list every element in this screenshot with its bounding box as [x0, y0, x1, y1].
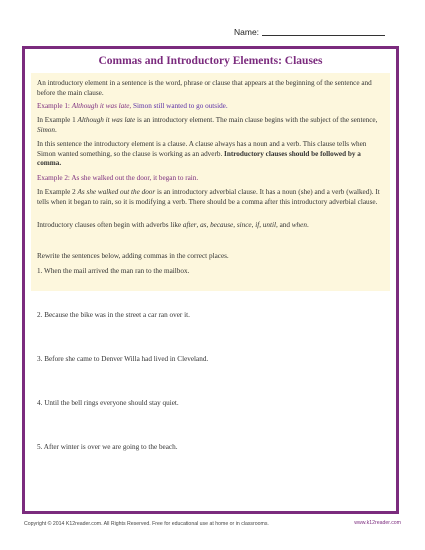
name-label: Name: — [234, 27, 260, 37]
question-2: 2. Because the bike was in the street a car ran over it. — [37, 311, 190, 319]
question-3: 3. Before she came to Denver Willa had lived in Cleveland. — [37, 355, 209, 363]
worksheet-title: Commas and Introductory Elements: Clauses — [98, 55, 323, 67]
example-1-explanation: In Example 1 Although it was late is an introductory element. The main clause begins with the subject of the sentence, Simon. — [37, 116, 378, 134]
instructions: Rewrite the sentences below, adding commas in the correct places. — [37, 252, 229, 260]
site-link[interactable]: www.k12reader.com — [354, 520, 401, 526]
copyright-text: Copyright © 2014 K12reader.com. All Rights Reserved. Free for educational use at home or in classrooms. — [24, 521, 269, 527]
name-line[interactable] — [262, 35, 385, 36]
clause-explanation: In this sentence the introductory element is a clause. A clause always has a noun and a verb. This clause tells when Simon wanted something, so the clause is working as an adverb. Introductory clauses should be followed by a comma. — [37, 140, 367, 168]
question-1: 1. When the mail arrived the man ran to the mailbox. — [37, 267, 190, 275]
intro-paragraph: An introductory element in a sentence is the word, phrase or clause that appears at the beginning of the sentence and before the main clause. — [37, 79, 372, 97]
example-2-explanation: In Example 2 As she walked out the door is an introductory adverbial clause. It has a noun (she) and a verb (walked). It tells when it began to rain, so it is modifying a verb. There should be a comma after this introductory adverbial clause. — [37, 188, 380, 206]
worksheet-frame — [22, 46, 399, 514]
example-2: Example 2: As she walked out the door, it began to rain. — [37, 174, 199, 182]
adverbs-paragraph: Introductory clauses often begin with adverbs like after, as, because, since, if, until, and when. — [37, 221, 309, 229]
question-5: 5. After winter is over we are going to the beach. — [37, 443, 178, 451]
question-4: 4. Until the bell rings everyone should stay quiet. — [37, 399, 179, 407]
example-1: Example 1: Although it was late, Simon still wanted to go outside. — [37, 102, 228, 110]
